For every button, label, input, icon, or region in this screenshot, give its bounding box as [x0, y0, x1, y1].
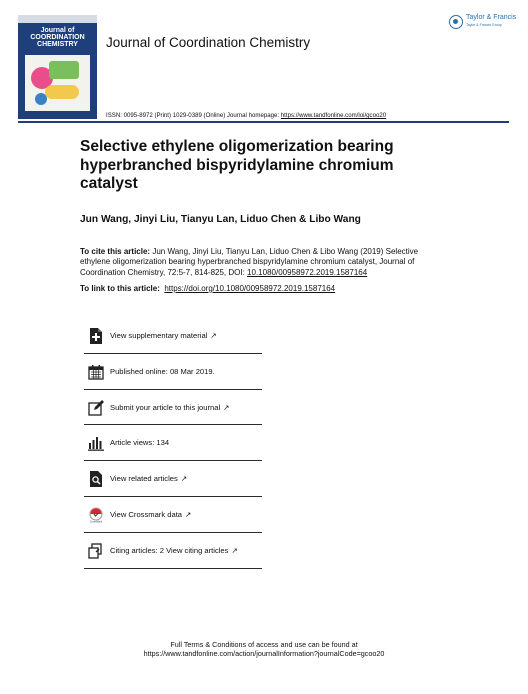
article-title: Selective ethylene oligomerization bearing hyperbranched bispyridylamine chromium catalyst: [80, 138, 394, 192]
crossmark-icon: [88, 507, 104, 523]
edit-icon: [88, 400, 104, 416]
publisher-name: Taylor & Francis: [466, 14, 517, 21]
bar-chart-icon: [88, 435, 104, 451]
info-item-label: [110, 331, 217, 340]
link-label: To link to this article:: [80, 284, 160, 293]
list-item-crossmark[interactable]: [84, 497, 262, 533]
doi-link[interactable]: 10.1080/00958972.2019.1587164: [247, 267, 368, 277]
plus-document-icon: [88, 328, 104, 344]
list-item-article-views: [84, 425, 262, 461]
publisher-tagline: Taylor & Francis Group: [466, 23, 502, 27]
external-link-icon: ↗: [223, 402, 230, 412]
cover-title-line2: COORDINATION: [30, 34, 85, 41]
related-label: View related articles: [110, 474, 178, 484]
external-link-icon: ↗: [210, 331, 217, 340]
cover-strip: [18, 15, 97, 23]
footer-terms-line: Full Terms & Conditions of access and use can be found at: [170, 640, 358, 649]
info-item-label: [110, 403, 229, 412]
article-info-list: [84, 318, 262, 569]
info-item-label: [110, 367, 215, 376]
citation-block: [80, 247, 440, 278]
issn-line: [106, 112, 386, 119]
article-doi-url-link[interactable]: https://doi.org/10.1080/00958972.2019.1587164: [164, 284, 336, 293]
cover-title: [20, 27, 95, 48]
journal-cover-image: [18, 15, 97, 119]
cover-art-shape: [45, 85, 79, 99]
crossmark-label: View Crossmark data: [110, 509, 183, 519]
issn-text: ISSN: 0095-8972 (Print) 1029-0389 (Online) Journal homepage:: [106, 112, 281, 119]
info-item-label: [110, 510, 191, 519]
list-item-published: [84, 354, 262, 390]
info-item-label: [110, 546, 238, 555]
publisher-logo-icon: [449, 15, 463, 29]
cover-title-line3: CHEMISTRY: [37, 41, 78, 48]
article-link-line: [80, 284, 335, 293]
submit-label: Submit your article to this journal: [110, 402, 221, 412]
cover-artwork: [25, 55, 90, 111]
published-label: Published online: 08 Mar 2019.: [110, 366, 215, 376]
list-item-submit-article[interactable]: [84, 390, 262, 426]
calendar-icon: [88, 364, 104, 380]
list-item-supplementary[interactable]: [84, 318, 262, 354]
citing-articles-icon: [88, 543, 104, 559]
cover-title-line1: Journal of: [40, 27, 75, 34]
list-item-citing-articles[interactable]: [84, 533, 262, 569]
info-item-label: [110, 438, 169, 447]
views-label: Article views: 134: [110, 438, 170, 448]
supplementary-label: View supplementary material: [110, 331, 208, 340]
footer-terms-link[interactable]: https://www.tandfonline.com/action/journalInformation?journalCode=gcoo20: [143, 649, 385, 658]
taylor-francis-logo[interactable]: [449, 13, 515, 33]
external-link-icon: ↗: [185, 509, 192, 519]
cite-text: Jun Wang, Jinyi Liu, Tianyu Lan, Liduo Chen & Libo Wang (2019) Selective ethylene oligomerization bearing hyperbranched bispyridylamine chromium catalyst, Journal of Coordination Chemistry, 72:5-7, 814-825, DOI:: [80, 247, 419, 277]
cover-art-shape: [35, 93, 47, 105]
journal-name: Journal of Coordination Chemistry: [106, 35, 311, 50]
external-link-icon: ↗: [231, 545, 238, 555]
info-item-label: [110, 474, 187, 483]
crossmark-badge-text: CrossMark: [89, 520, 103, 523]
list-item-related-articles[interactable]: [84, 461, 262, 497]
cite-label: To cite this article:: [80, 247, 151, 256]
journal-homepage-link[interactable]: https://www.tandfonline.com/loi/gcoo20: [280, 112, 387, 119]
citing-label: Citing articles: 2 View citing articles: [110, 545, 229, 555]
header-divider: [18, 121, 509, 123]
search-document-icon: [88, 471, 104, 487]
external-link-icon: ↗: [180, 474, 188, 484]
cover-art-shape: [49, 61, 79, 79]
article-authors: Jun Wang, Jinyi Liu, Tianyu Lan, Liduo Chen & Libo Wang: [80, 214, 361, 225]
